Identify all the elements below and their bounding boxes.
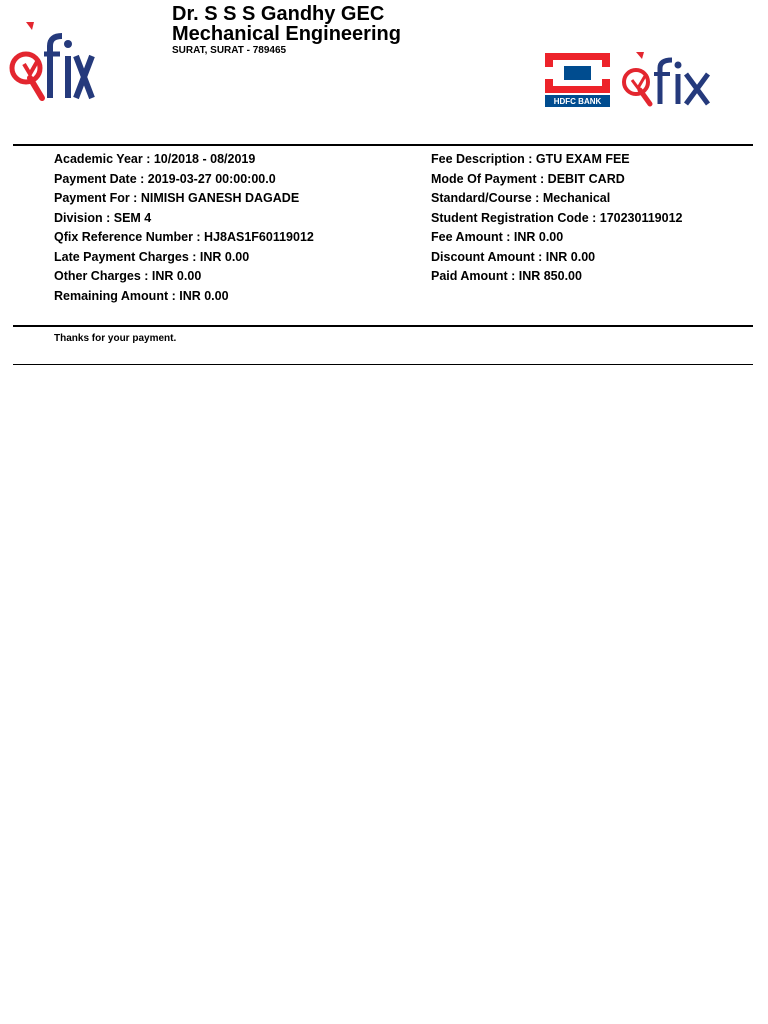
institute-header [172, 4, 401, 57]
divider-middle [13, 325, 753, 327]
remaining-amount: Remaining Amount : INR 0.00 [54, 288, 229, 303]
standard-course: Standard/Course : Mechanical [431, 191, 611, 205]
svg-text:HDFC BANK: HDFC BANK [553, 97, 602, 106]
division: Division : SEM 4 [54, 210, 152, 225]
discount-amount: Discount Amount : INR 0.00 [431, 249, 596, 264]
payment-for: Payment For : NIMISH GANESH DAGADE [54, 191, 300, 205]
institute-name-line2: Mechanical Engineering [172, 23, 401, 45]
divider-bottom [13, 364, 753, 365]
divider-top [13, 144, 753, 146]
late-payment-charges: Late Payment Charges : INR 0.00 [54, 249, 250, 264]
receipt-details-left [54, 150, 314, 306]
mode-of-payment: Mode Of Payment : DEBIT CARD [431, 171, 625, 186]
receipt-details-right [431, 150, 682, 287]
qfix-reference-number: Qfix Reference Number : HJ8AS1F60119012 [54, 230, 314, 244]
paid-amount: Paid Amount : INR 850.00 [431, 269, 582, 283]
thanks-message: Thanks for your payment. [54, 333, 177, 344]
student-registration-code: Student Registration Code : 170230119012 [431, 210, 683, 225]
institute-address: SURAT, SURAT - 789465 [172, 45, 287, 56]
institute-name-line1: Dr. S S S Gandhy GEC [172, 3, 385, 25]
qfix-logo-right [620, 50, 712, 108]
qfix-logo-left [8, 18, 98, 104]
academic-year: Academic Year : 10/2018 - 08/2019 [54, 152, 256, 166]
fee-description: Fee Description : GTU EXAM FEE [431, 152, 630, 166]
other-charges: Other Charges : INR 0.00 [54, 269, 202, 283]
hdfc-bank-logo [545, 53, 610, 107]
fee-amount: Fee Amount : INR 0.00 [431, 230, 564, 244]
payment-date: Payment Date : 2019-03-27 00:00:00.0 [54, 171, 276, 186]
